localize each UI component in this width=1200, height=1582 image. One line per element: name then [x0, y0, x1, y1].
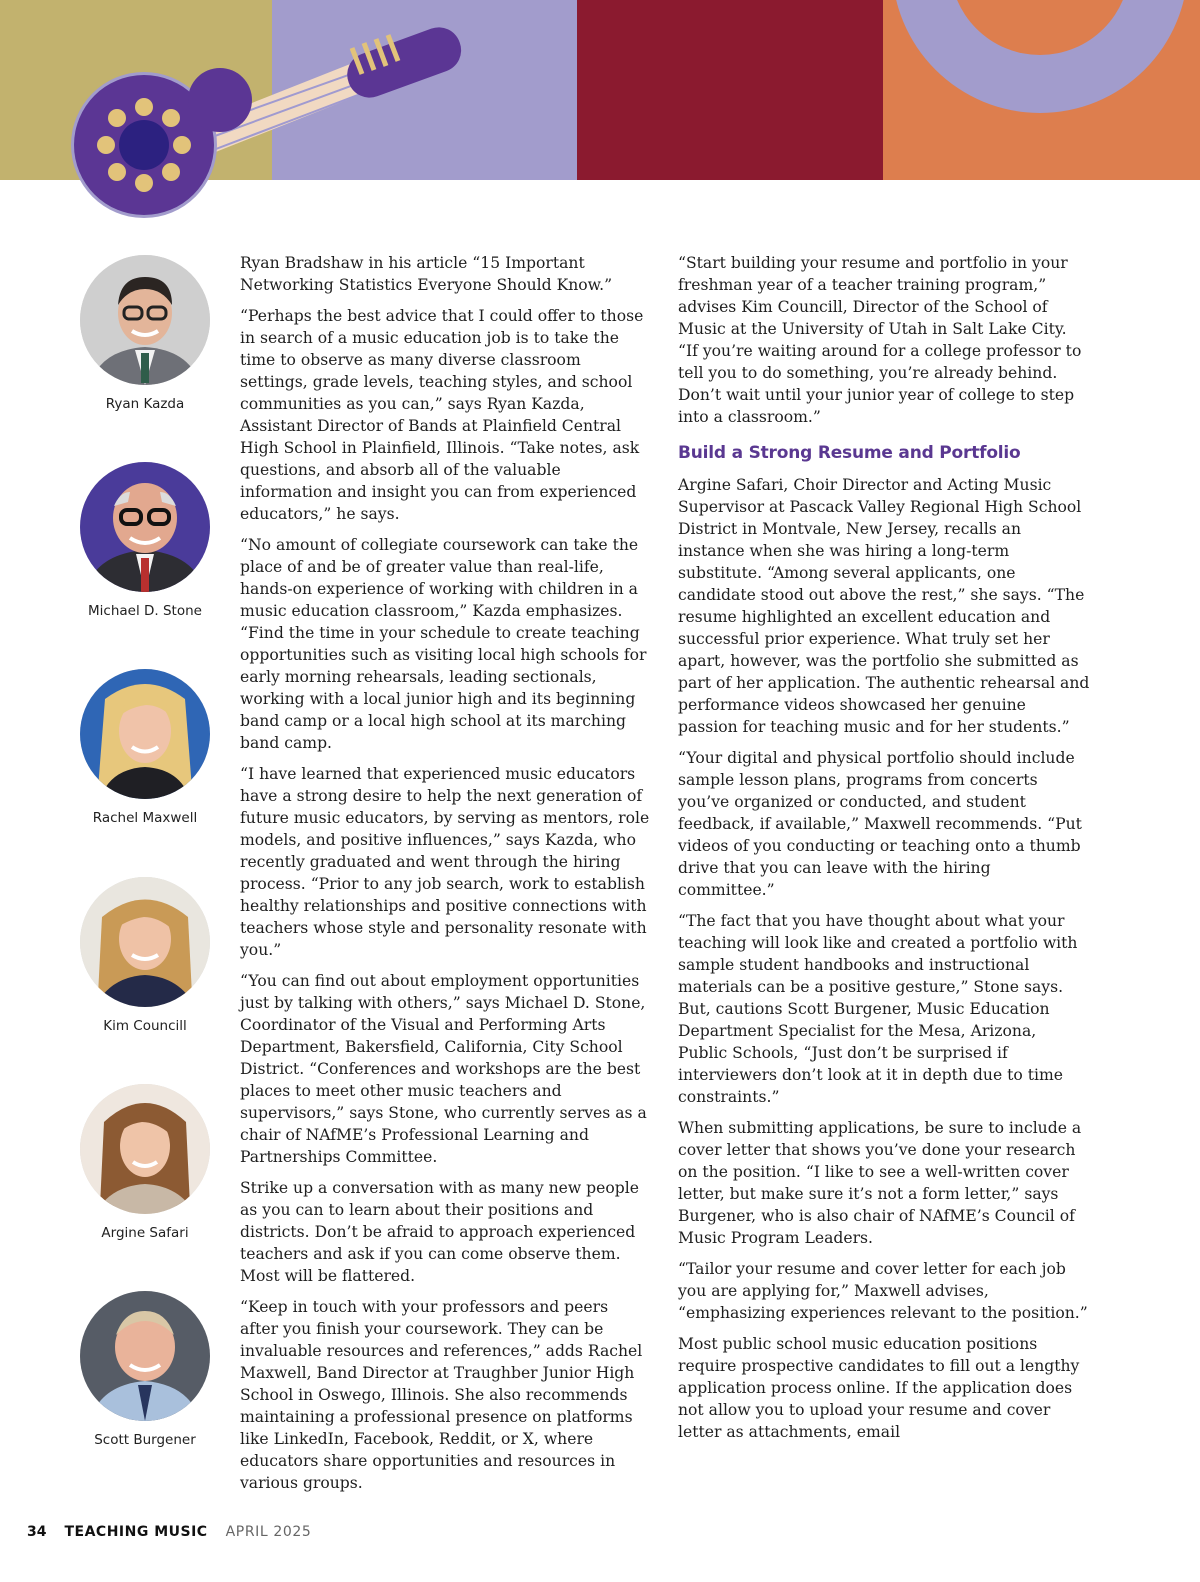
header-banner [0, 0, 1200, 230]
paragraph: “Perhaps the best advice that I could offer to those in search of a music education job is to take the time to observe as many diverse classroom settings, grade levels, teaching styles, and school communities as you can,” says Ryan Kazda, Assistant Director of Bands at Plainfield Central High School in Plainfield, Illinois. “Take notes, ask questions, and absorb all of the valuable information and insight you can from experienced educators,” he says. [240, 307, 644, 523]
paragraph: Strike up a conversation with as many new people as you can to learn about their positions and districts. Don’t be afraid to approach experienced teachers and ask if you can come observe them. Most will be flattered. [240, 1179, 639, 1285]
paragraph: “The fact that you have thought about what your teaching will look like and created a portfolio with sample student handbooks and instructional materials can be a positive gesture,” Stone says. But, cautions Scott Burgener, Music Education Department Specialist for the Mesa, Arizona, Public Schools, “Just don’t be surprised if interviewers don’t look at it in depth due to time constraints.” [678, 912, 1078, 1106]
portrait-caption: Argine Safari [101, 1225, 189, 1241]
portrait-caption: Kim Councill [103, 1018, 187, 1034]
paragraph: “Keep in touch with your professors and peers after you finish your coursework. They can be invaluable resources and references,” adds Rachel Maxwell, Band Director at Traughber Junior High School in Oswego, Illinois. She also recommends maintaining a professional presence on platforms like LinkedIn, Facebook, Reddit, or X, where educators share opportunities and resources in various groups. [240, 1298, 643, 1492]
paragraph: “You can find out about employment opportunities just by talking with others,” says Michael D. Stone, Coordinator of the Visual and Performing Arts Department, Bakersfield, California, City School District. “Conferences and workshops are the best places to meet other music teachers and supervisors,” says Stone, who currently serves as a chair of NAfME’s Professional Learning and Partnerships Committee. [240, 972, 647, 1166]
paragraph: “Start building your resume and portfolio in your freshman year of a teacher training program,” advises Kim Councill, Director of the School of Music at the University of Utah in Salt Lake City. “If you’re waiting around for a college professor to tell you to do something, you’re already behind. Don’t wait until your junior year of college to step into a classroom.” [678, 254, 1082, 426]
portrait-photo [80, 255, 210, 385]
issue-date: APRIL 2025 [225, 1524, 312, 1540]
section-heading: Build a Strong Resume and Portfolio [678, 443, 1021, 463]
portrait-michael-stone [70, 462, 220, 619]
portrait-photo [80, 877, 210, 1007]
paragraph: Argine Safari, Choir Director and Acting Music Supervisor at Pascack Valley Regional High School District in Montvale, New Jersey, recalls an instance when she was hiring a long-term substitute. “Among several applicants, one candidate stood out above the rest,” she says. “The resume highlighted an excellent education and successful prior experience. What truly set her apart, however, was the portfolio she submitted as part of her application. The authentic rehearsal and performance videos showcased her genuine passion for teaching music and for her students.” [678, 476, 1090, 736]
portrait-photo [80, 669, 210, 799]
paragraph: “Tailor your resume and cover letter for each job you are applying for,” Maxwell advises, “emphasizing experiences relevant to the position.” [678, 1260, 1088, 1322]
paragraph: “Your digital and physical portfolio should include sample lesson plans, programs from concerts you’ve organized or conducted, and student feedback, if available,” Maxwell recommends. “Put videos of you conducting or teaching onto a thumb drive that you can leave with the hiring committee.” [678, 749, 1082, 899]
paragraph: “No amount of collegiate coursework can take the place of and be of greater value than real-life, hands-on experience of working with children in a music education classroom,” Kazda emphasizes. “Find the time in your schedule to create teaching opportunities such as visiting local high schools for early morning rehearsals, leading sectionals, working with a local junior high and its beginning band camp or a local high school at its marching band camp. [240, 536, 647, 752]
portrait-photo [80, 462, 210, 592]
portrait-caption: Michael D. Stone [88, 603, 202, 619]
paragraph: Most public school music education positions require prospective candidates to fill out a lengthy application process online. If the application does not allow you to upload your resume and cover letter as attachments, email [678, 1335, 1080, 1441]
article-column-2 [678, 252, 1090, 1452]
portrait-caption: Ryan Kazda [105, 396, 185, 412]
portrait-scott-burgener [70, 1291, 220, 1448]
page-footer [27, 1524, 311, 1540]
portrait-photo [80, 1291, 210, 1421]
article-column-1 [240, 252, 650, 1503]
portrait-caption: Scott Burgener [94, 1432, 196, 1448]
portrait-photo [80, 1084, 210, 1214]
portrait-kim-councill [70, 877, 220, 1034]
paragraph: “I have learned that experienced music educators have a strong desire to help the next generation of future music educators, by serving as mentors, role models, and positive influences,” says Kazda, who recently graduated and went through the hiring process. “Prior to any job search, work to establish healthy relationships and positive connections with teachers whose style and personality resonate with you.” [240, 765, 650, 959]
page-number: 34 [27, 1524, 47, 1540]
portrait-rachel-maxwell [70, 669, 220, 826]
magazine-title: TEACHING MUSIC [64, 1524, 208, 1540]
paragraph: When submitting applications, be sure to include a cover letter that shows you’ve done your research on the position. “I like to see a well-written cover letter, but make sure it’s not a form letter,” says Burgener, who is also chair of NAfME’s Council of Music Program Leaders. [678, 1119, 1082, 1247]
portrait-argine-safari [70, 1084, 220, 1241]
paragraph: Ryan Bradshaw in his article “15 Important Networking Statistics Everyone Should Know.” [240, 254, 613, 294]
portrait-caption: Rachel Maxwell [92, 810, 198, 826]
portrait-ryan-kazda [70, 255, 220, 412]
